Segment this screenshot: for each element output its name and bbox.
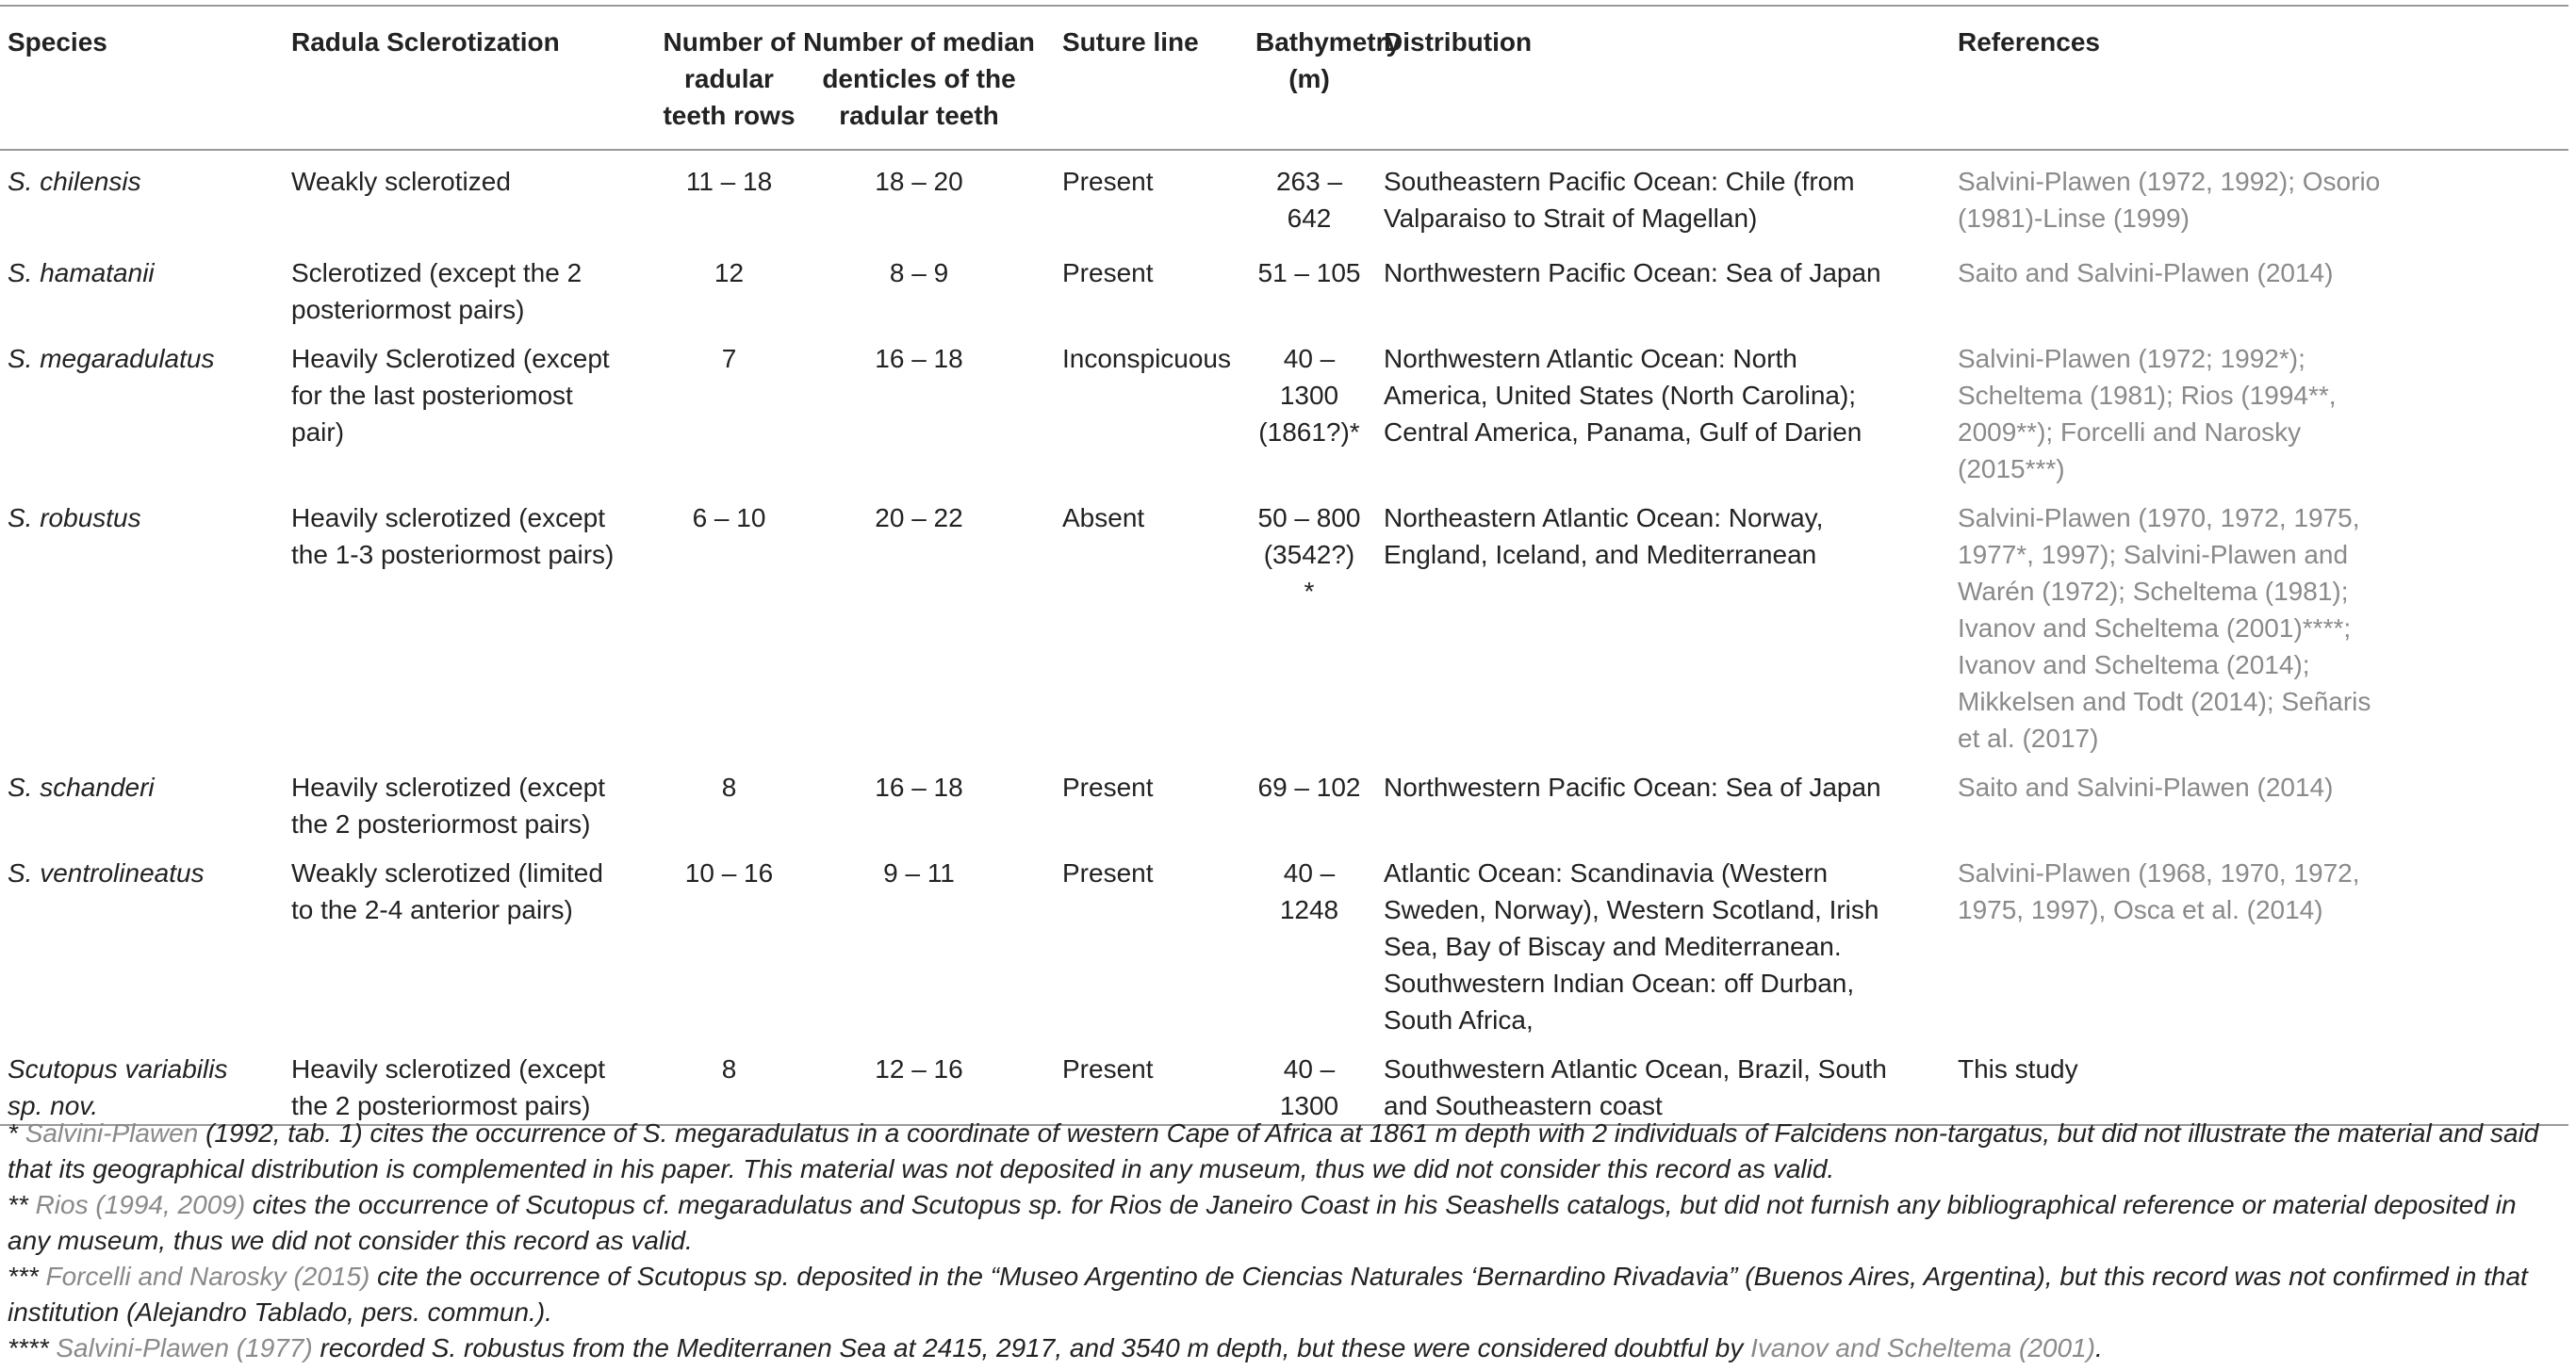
- reference-text[interactable]: Saito and Salvini-Plawen (2014): [1958, 258, 2334, 287]
- footnote-citation[interactable]: Forcelli and Narosky (2015): [45, 1262, 370, 1291]
- cell-line: Heavily Sclerotized (except: [291, 344, 610, 373]
- cell-median-denticles: 16 – 18: [875, 773, 963, 802]
- footnote-2: ** Rios (1994, 2009) cites the occurrence of Scutopus cf. megaradulatus and Scutopus sp. for Rios de Janeiro Coast in his Seashells catalogs, but did not furnish any bibliographical reference or material deposited in any museum, thus we did not consider this record as valid.: [8, 1190, 2517, 1255]
- reference-text[interactable]: Ivanov and Scheltema (2014);: [1958, 650, 2310, 679]
- cell-line: America, United States (North Carolina);: [1384, 381, 1857, 410]
- cell-distribution: [1363, 328, 1937, 487]
- col-header-suture-line: Suture line: [1040, 6, 1255, 150]
- cell-line: and Southeastern coast: [1384, 1091, 1663, 1120]
- cell-teeth-rows: 12: [714, 258, 745, 287]
- cell-line: Southwestern Indian Ocean: off Durban,: [1384, 969, 1855, 998]
- reference-text[interactable]: Mikkelsen and Todt (2014); Señaris: [1958, 687, 2371, 716]
- cell-line: Sea, Bay of Biscay and Mediterranean.: [1384, 932, 1842, 961]
- cell-suture-line: Inconspicuous: [1062, 344, 1232, 373]
- cell-line: Northwestern Pacific Ocean: Sea of Japan: [1384, 258, 1881, 287]
- cell-distribution: [1363, 487, 1937, 757]
- cell-teeth-rows: 8: [721, 773, 737, 802]
- reference-text[interactable]: 1975, 1997), Osca et al. (2014): [1958, 895, 2323, 924]
- cell-bathymetry: [1255, 242, 1363, 328]
- reference-text[interactable]: Salvini-Plawen (1972; 1992*);: [1958, 344, 2305, 373]
- cell-distribution: [1363, 1038, 1937, 1125]
- cell-radula-sclerotization: [284, 842, 660, 1038]
- cell-radula-sclerotization: [284, 242, 660, 328]
- cell-species: [0, 842, 284, 1038]
- reference-text[interactable]: This study: [1958, 1054, 2078, 1084]
- cell-line: S. hamatanii: [8, 258, 155, 287]
- cell-teeth-rows: 10 – 16: [684, 858, 774, 888]
- cell-suture-line: Present: [1062, 167, 1154, 196]
- cell-median-denticles: 20 – 22: [875, 503, 963, 532]
- cell-bathymetry: [1255, 328, 1363, 487]
- cell-line: the 2 posteriormost pairs): [291, 809, 591, 839]
- reference-text[interactable]: Ivanov and Scheltema (2001)****;: [1958, 613, 2352, 643]
- cell-teeth-rows: 6 – 10: [692, 503, 766, 532]
- cell-suture-line: Present: [1062, 258, 1154, 287]
- cell-suture-line: Present: [1062, 773, 1154, 802]
- cell-line: 40 – 1300: [1279, 344, 1339, 410]
- cell-line: (1861?)*: [1258, 417, 1360, 447]
- cell-teeth-rows: 11 – 18: [685, 167, 773, 196]
- species-comparison-table: [0, 5, 2568, 1126]
- cell-line: S. schanderi: [8, 773, 155, 802]
- cell-line: Scutopus variabilis: [8, 1054, 228, 1084]
- cell-bathymetry: [1255, 842, 1363, 1038]
- table-row: [0, 328, 2568, 487]
- cell-distribution: [1363, 757, 1937, 842]
- cell-line: (3542?) *: [1263, 540, 1355, 606]
- col-header-references: References: [1937, 6, 2568, 150]
- cell-line: S. chilensis: [8, 167, 141, 196]
- cell-line: Northeastern Atlantic Ocean: Norway,: [1384, 503, 1824, 532]
- cell-teeth-rows: 7: [721, 344, 737, 373]
- cell-line: 51 – 105: [1257, 258, 1361, 287]
- cell-line: 69 – 102: [1257, 773, 1361, 802]
- footnote-3: *** Forcelli and Narosky (2015) cite the occurrence of Scutopus sp. deposited in the “Museo Argentino de Ciencias Naturales ‘Bernardino Rivadavia” (Buenos Aires, Argentina), but this record was not confirmed in that institution (Alejandro Tablado, pers. commun.).: [8, 1262, 2528, 1327]
- cell-radula-sclerotization: [284, 487, 660, 757]
- cell-line: S. ventrolineatus: [8, 858, 205, 888]
- reference-text[interactable]: Salvini-Plawen (1972, 1992); Osorio: [1958, 167, 2381, 196]
- reference-text[interactable]: et al. (2017): [1958, 724, 2099, 753]
- cell-radula-sclerotization: [284, 1038, 660, 1125]
- cell-species: [0, 150, 284, 242]
- table-row: [0, 757, 2568, 842]
- cell-median-denticles: 12 – 16: [875, 1054, 963, 1084]
- cell-line: Sweden, Norway), Western Scotland, Irish: [1384, 895, 1879, 924]
- cell-median-denticles: 8 – 9: [889, 258, 949, 287]
- cell-line: for the last posteriomost: [291, 381, 573, 410]
- cell-line: Atlantic Ocean: Scandinavia (Western: [1384, 858, 1829, 888]
- cell-references: [1937, 1038, 2568, 1125]
- cell-distribution: [1363, 242, 1937, 328]
- cell-radula-sclerotization: [284, 757, 660, 842]
- cell-references: [1937, 757, 2568, 842]
- footnote-citation[interactable]: Rios (1994, 2009): [35, 1190, 246, 1219]
- table-row: [0, 1038, 2568, 1125]
- footnote-citation[interactable]: Salvini-Plawen: [25, 1118, 199, 1148]
- cell-line: England, Iceland, and Mediterranean: [1384, 540, 1817, 569]
- table-row: [0, 150, 2568, 242]
- table-row: [0, 242, 2568, 328]
- cell-line: posteriormost pairs): [291, 295, 525, 324]
- cell-line: Northwestern Pacific Ocean: Sea of Japan: [1384, 773, 1881, 802]
- col-header-species: Species: [0, 6, 284, 150]
- cell-line: Sclerotized (except the 2: [291, 258, 582, 287]
- col-header-radula-sclerotization: Radula Sclerotization: [284, 6, 660, 150]
- cell-bathymetry: [1255, 757, 1363, 842]
- cell-bathymetry: [1255, 487, 1363, 757]
- cell-line: the 2 posteriormost pairs): [291, 1091, 591, 1120]
- cell-references: [1937, 842, 2568, 1038]
- cell-line: Heavily sclerotized (except: [291, 1054, 606, 1084]
- cell-line: to the 2-4 anterior pairs): [291, 895, 573, 924]
- cell-median-denticles: 18 – 20: [875, 167, 963, 196]
- cell-teeth-rows: 8: [721, 1054, 737, 1084]
- reference-text[interactable]: Saito and Salvini-Plawen (2014): [1958, 773, 2334, 802]
- cell-references: [1937, 150, 2568, 242]
- footnote-4: **** Salvini-Plawen (1977) recorded S. robustus from the Mediterranen Sea at 2415, 2917, and 3540 m depth, but these were considered doubtful by Ivanov and Scheltema (2001).: [8, 1333, 2103, 1362]
- cell-line: Southeastern Pacific Ocean: Chile (from: [1384, 167, 1855, 196]
- cell-distribution: [1363, 842, 1937, 1038]
- cell-median-denticles: 16 – 18: [875, 344, 963, 373]
- reference-text[interactable]: (1981)-Linse (1999): [1958, 204, 2190, 233]
- footnote-citation[interactable]: Ivanov and Scheltema (2001): [1750, 1333, 2095, 1362]
- cell-radula-sclerotization: [284, 328, 660, 487]
- col-header-teeth-rows: Number of radular teeth rows: [660, 6, 798, 150]
- cell-line: Central America, Panama, Gulf of Darien: [1384, 417, 1862, 447]
- table-row: [0, 842, 2568, 1038]
- cell-bathymetry: [1255, 1038, 1363, 1125]
- reference-text[interactable]: (2015***): [1958, 454, 2065, 483]
- cell-radula-sclerotization: [284, 150, 660, 242]
- header-row: [0, 6, 2568, 150]
- cell-line: S. megaradulatus: [8, 344, 215, 373]
- cell-species: [0, 328, 284, 487]
- cell-line: S. robustus: [8, 503, 141, 532]
- cell-suture-line: Present: [1062, 1054, 1154, 1084]
- cell-line: Heavily sclerotized (except: [291, 773, 606, 802]
- cell-suture-line: Present: [1062, 858, 1154, 888]
- cell-line: 50 – 800: [1257, 503, 1361, 532]
- cell-references: [1937, 328, 2568, 487]
- table-row: [0, 487, 2568, 757]
- cell-line: 263 – 642: [1275, 167, 1343, 233]
- cell-species: [0, 487, 284, 757]
- cell-distribution: [1363, 150, 1937, 242]
- cell-line: Heavily sclerotized (except: [291, 503, 606, 532]
- footnote-citation[interactable]: Salvini-Plawen (1977): [56, 1333, 313, 1362]
- cell-median-denticles: 9 – 11: [883, 858, 955, 888]
- cell-species: [0, 1038, 284, 1125]
- cell-references: [1937, 242, 2568, 328]
- cell-line: 40 – 1300: [1279, 1054, 1339, 1120]
- cell-line: sp. nov.: [8, 1091, 98, 1120]
- reference-text[interactable]: Scheltema (1981); Rios (1994**,: [1958, 381, 2337, 410]
- cell-line: pair): [291, 417, 345, 447]
- cell-line: Weakly sclerotized (limited: [291, 858, 603, 888]
- col-header-distribution: Distribution: [1363, 6, 1937, 150]
- cell-line: Northwestern Atlantic Ocean: North: [1384, 344, 1797, 373]
- col-header-bathymetry: Bathymetry (m): [1255, 6, 1363, 150]
- table-body: [0, 150, 2568, 1125]
- reference-text[interactable]: Salvini-Plawen (1968, 1970, 1972,: [1958, 858, 2360, 888]
- reference-text[interactable]: Salvini-Plawen (1970, 1972, 1975,: [1958, 503, 2360, 532]
- cell-line: South Africa,: [1384, 1005, 1534, 1035]
- reference-text[interactable]: 1977*, 1997); Salvini-Plawen and: [1958, 540, 2349, 569]
- cell-line: Valparaiso to Strait of Magellan): [1384, 204, 1758, 233]
- cell-line: 40 – 1248: [1279, 858, 1339, 924]
- cell-suture-line: Absent: [1062, 503, 1145, 532]
- cell-line: Southwestern Atlantic Ocean, Brazil, South: [1384, 1054, 1887, 1084]
- cell-references: [1937, 487, 2568, 757]
- cell-line: Weakly sclerotized: [291, 167, 511, 196]
- reference-text[interactable]: 2009**); Forcelli and Narosky: [1958, 417, 2302, 447]
- reference-text[interactable]: Warén (1972); Scheltema (1981);: [1958, 577, 2349, 606]
- col-header-median-denticles: Number of median denticles of the radular teeth: [798, 6, 1040, 150]
- cell-species: [0, 757, 284, 842]
- cell-species: [0, 242, 284, 328]
- footnote-1: * Salvini-Plawen (1992, tab. 1) cites the occurrence of S. megaradulatus in a coordinate of western Cape of Africa at 1861 m depth with 2 individuals of Falcidens non-targatus, but did not illustrate the material and said that its geographical distribution is complemented in his paper. This material was not deposited in any museum, thus we did not consider this record as valid.: [8, 1118, 2539, 1183]
- cell-line: the 1-3 posteriormost pairs): [291, 540, 615, 569]
- cell-bathymetry: [1255, 150, 1363, 242]
